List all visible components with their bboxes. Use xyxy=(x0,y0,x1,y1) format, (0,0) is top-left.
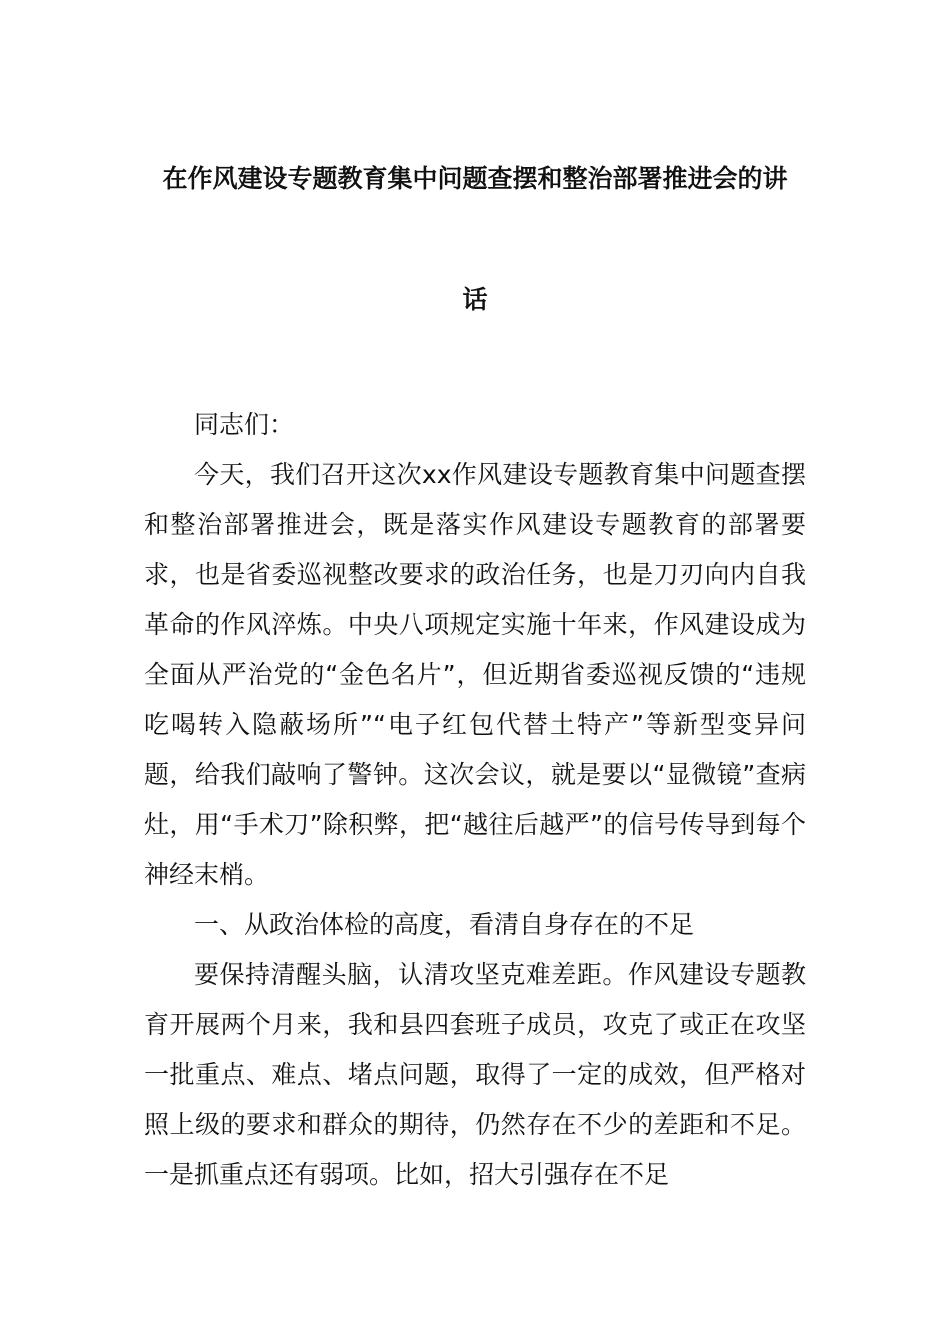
document-title-line-2: 话 xyxy=(462,285,488,314)
section-heading: 一、从政治体检的高度，看清自身存在的不足 xyxy=(194,910,695,939)
body-paragraph: 要保持清醒头脑，认清攻坚克难差距。作风建设专题教育开展两个月来，我和县四套班子成员，攻克了或正在攻坚一批重点、难点、堵点问题，取得了一定的成效，但严格对照上级的要求和群众的期待，仍然存在不少的差距和不足。一是抓重点还有弱项。比如，招大引强存在不足 xyxy=(144,960,806,1189)
document-body xyxy=(144,400,806,1200)
intro-paragraph: 今天，我们召开这次xx作风建设专题教育集中问题查摆和整治部署推进会，既是落实作风建设专题教育的部署要求，也是省委巡视整改要求的政治任务，也是刀刃向内自我革命的作风淬炼。中央八项规定实施十年来，作风建设成为全面从严治党的“金色名片”，但近期省委巡视反馈的“违规吃喝转入隐蔽场所”“电子红包代替土特产”等新型变异问题，给我们敲响了警钟。这次会议，就是要以“显微镜”查病灶，用“手术刀”除积弊，把“越往后越严”的信号传导到每个神经末梢。 xyxy=(144,460,806,889)
document-title-line-1: 在作风建设专题教育集中问题查摆和整治部署推进会的讲 xyxy=(162,164,788,193)
salutation-paragraph: 同志们： xyxy=(194,410,295,439)
